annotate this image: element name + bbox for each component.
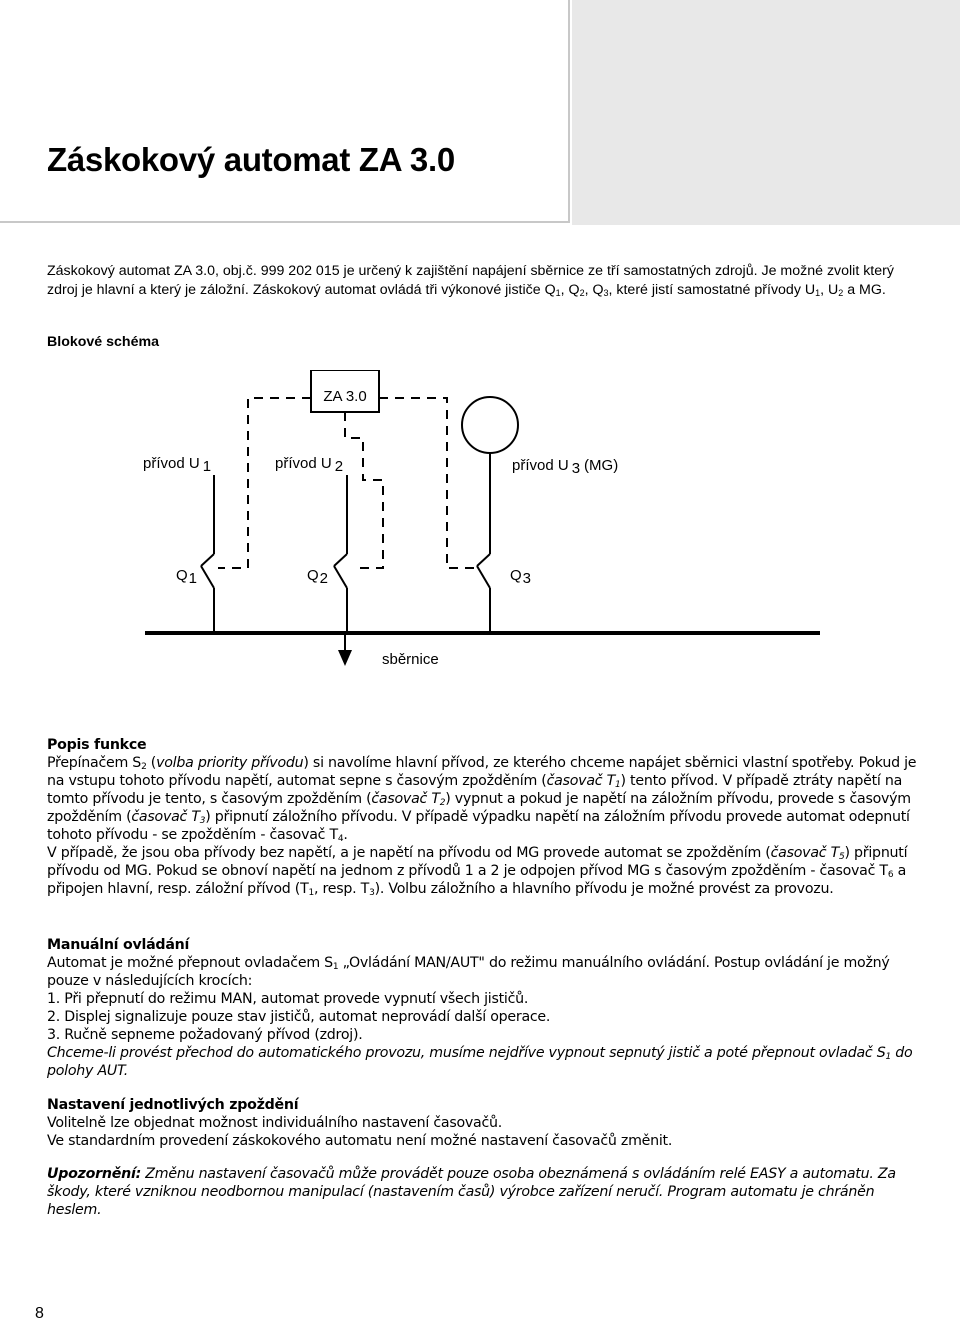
block-schema-label: Blokové schéma [47,334,159,350]
svg-text:Q2: Q2 [307,567,329,587]
q3-label: Q [510,567,522,584]
svg-text:přívod U3(MG): přívod U 3 (MG) [512,457,619,477]
svg-text:Q3: Q3 [510,567,532,587]
warning-label: Upozornění: [47,1166,142,1182]
svg-text:Q1: Q1 [176,567,198,587]
block-diagram [0,370,960,670]
svg-text:přívod U1: přívod U 1 [143,455,212,475]
page-number: 8 [35,1305,44,1322]
q2-label: Q [307,567,319,584]
feed2-label: přívod U [275,455,332,472]
function-heading: Popis funkce [47,737,147,753]
delays-section: Nastavení jednotlivých zpoždění Volitelně lze objednat možnost individuálního nastavení časovačů. Ve standardním provedení záskokového automatu není možné nastavení časovačů změnit. [47,1097,673,1149]
generator-symbol [462,397,518,453]
svg-text:přívod U2: přívod U 2 [275,455,344,475]
delays-heading: Nastavení jednotlivých zpoždění [47,1097,299,1113]
breaker-switches [201,554,490,632]
busbar-label: sběrnice [382,651,439,668]
controller-label: ZA 3.0 [323,388,367,405]
feed3-label: přívod U [512,457,569,474]
header-frame [0,0,570,223]
page-title: Záskokový automat ZA 3.0 [47,141,455,178]
q1-label: Q [176,567,188,584]
busbar [145,631,820,635]
header-grey-panel [572,0,960,225]
warning-section: Upozornění: Změnu nastavení časovačů může provádět pouze osoba obeznámená s ovládáním relé EASY a automatu. Za škody, které vzniknou neodbornou manipulací (nastavením časů) výrobce zařízení neručí. Program automatu je chráněn heslem. [47,1166,896,1218]
manual-section: Manuální ovládání Automat je možné přepnout ovladačem $S_1$ „Ovládání MAN/AUT" do režimu manuálního ovládání. Postup ovládání je možný pouze v následujících krocích: 1. Při přepnutí do režimu MAN, automat provede vypnutí všech jističů. 2. Displej signalizuje pouze stav jističů, automat neprovádí další operace. 3. Ručně sepneme požadovaný přívod (zdroj). Chceme-li provést přechod do automatického provozu, musíme nejdříve vypnout sepnutý jistič a poté přepnout ovladač $S_1$ do polohy AUT. [47,937,913,1079]
feed1-label: přívod U [143,455,200,472]
feed-lines [214,453,490,554]
manual-heading: Manuální ovládání [47,937,190,953]
function-section: Popis funkce Přepínačem $S_2$ (volba priority přívodu) si navolíme hlavní přívod, ze kterého chceme napájet sběrnici vlastní spotřeby. Pokud je na vstupu tohoto přívodu napětí, automat sepne s časovým zpožděním (časovač $T_1$) tento přívod. V případě ztráty napětí na tomto přívodu je tento, s časovým zpožděním (časovač $T_2$) vypnut a pokud je napětí na záložním přívodu, provede s časovým zpožděním (časovač $T_3$) připnutí záložního přívodu. V případě výpadku napětí na záložním přívodu provede automat odepnutí tohoto přívodu - se zpožděním - časovač $T_4$. V případě, že jsou oba přívody bez napětí, a je napětí na přívodu od MG provede automat se zpožděním (časovač $T_5$) připnutí přívodu od MG. Pokud se obnoví napětí na jednom z přívodů 1 a 2 je odpojen přívod MG s časovým zpožděním - časovač $T_6$ a připojen hlavní, resp. záložní přívod ($T_1$, resp. $T_3$). Volbu záložního a hlavního přívodu je možné provést za provozu. [47,737,917,898]
intro-paragraph: Záskokový automat ZA 3.0, obj.č. 999 202 015 je určený k zajištění napájení sběrnice ze tří samostatných zdrojů. Je možné zvolit který zdroj je hlavní a který je záložní. Záskokový automat ovládá tři výkonové jističe $Q_1$, $Q_2$, $Q_3$, které jistí samostatné přívody $U_1$, $U_2$ a MG. [47,263,894,298]
busbar-arrow [338,650,352,666]
